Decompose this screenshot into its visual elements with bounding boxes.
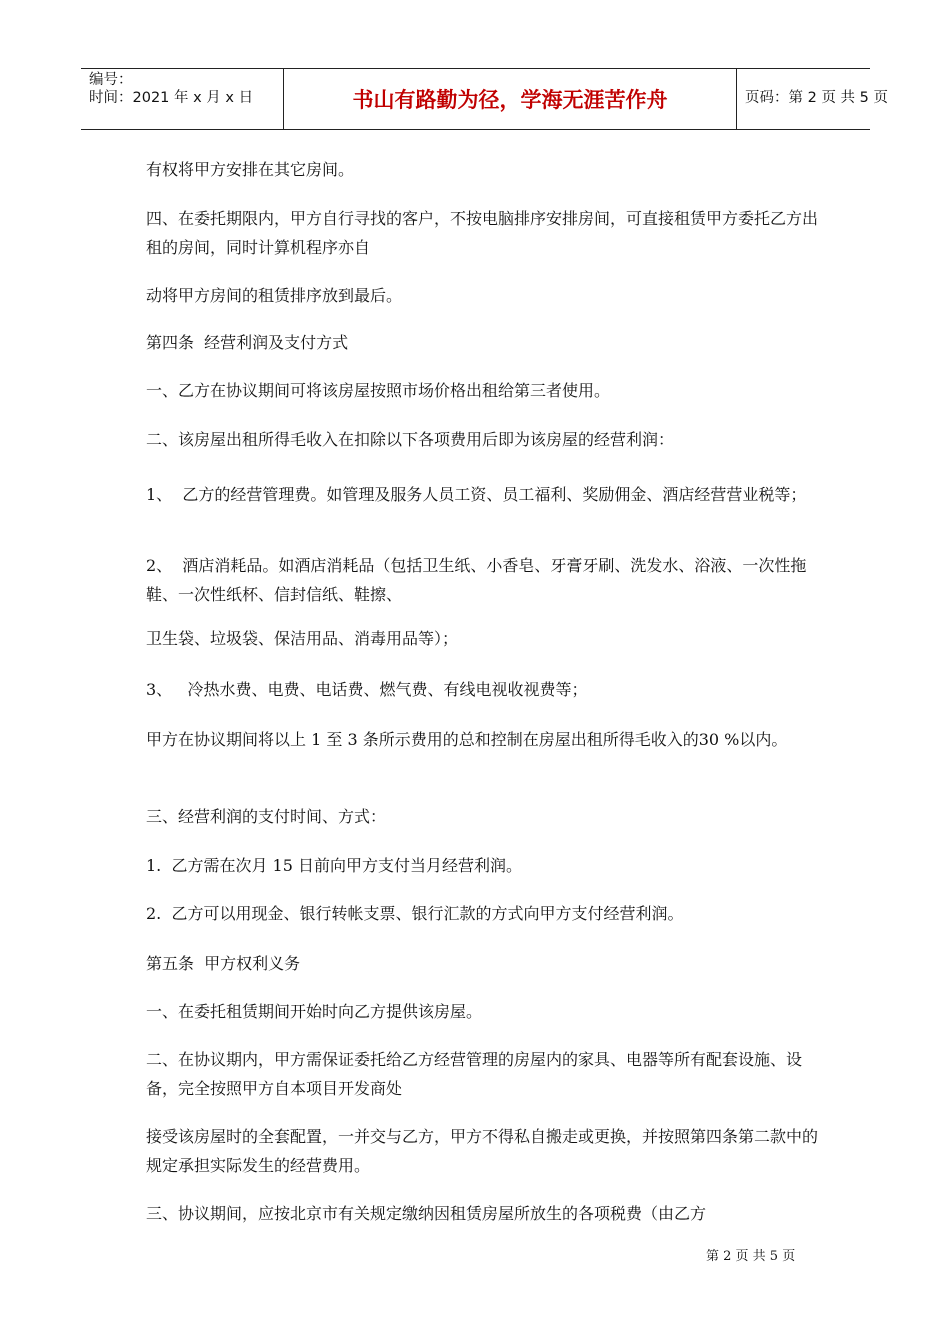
header-meta: [81, 69, 283, 129]
paragraph: 二、该房屋出租所得毛收入在扣除以下各项费用后即为该房屋的经营利润：: [146, 430, 675, 449]
list-item: 3、 冷热水费、电费、电话费、燃气费、有线电视收视费等；: [146, 680, 588, 699]
paragraph: 一、在委托租赁期间开始时向乙方提供该房屋。: [146, 1002, 483, 1021]
header-page-number: 页码：第 2 页 共 5 页: [745, 90, 888, 106]
list-item: 2. 乙方可以用现金、银行转帐支票、银行汇款的方式向甲方支付经营利润。: [146, 904, 684, 923]
paragraph: 一、乙方在协议期间可将该房屋按照市场价格出租给第三者使用。: [146, 381, 611, 400]
paragraph: 四、在委托期限内，甲方自行寻找的客户，不按电脑排序安排房间，可直接租赁甲方委托乙方出租的房间，同时计算机程序亦自: [146, 209, 819, 257]
paragraph: 二、在协议期内，甲方需保证委托给乙方经营管理的房屋内的家具、电器等所有配套设施、设备，完全按照甲方自本项目开发商处: [146, 1050, 803, 1098]
page-header: [81, 68, 888, 130]
paragraph: 接受该房屋时的全套配置，一并交与乙方，甲方不得私自搬走或更换，并按照第四条第二款中的规定承担实际发生的经营费用。: [146, 1127, 819, 1175]
paragraph: 三、经营利润的支付时间、方式：: [146, 807, 387, 826]
paragraph: 甲方在协议期间将以上 1 至 3 条所示费用的总和控制在房屋出租所得毛收入的30 %以内。: [146, 730, 788, 749]
page-footer: 第 2 页 共 5 页: [706, 1249, 796, 1264]
paragraph: 动将甲方房间的租赁排序放到最后。: [146, 286, 403, 305]
section-heading: 第五条 甲方权利义务: [146, 954, 301, 973]
list-item-continuation: 卫生袋、垃圾袋、保洁用品、消毒用品等）；: [146, 629, 459, 648]
document-number-label: 编号：: [89, 72, 133, 88]
paragraph: 有权将甲方安排在其它房间。: [146, 160, 355, 179]
paragraph: 三、协议期间，应按北京市有关规定缴纳因租赁房屋所放生的各项税费（由乙方: [146, 1204, 707, 1223]
header-motto: 书山有路勤为径，学海无涯苦作舟: [352, 88, 668, 112]
section-heading: 第四条 经营利润及支付方式: [146, 333, 349, 352]
document-date: 时间：2021 年 x 月 x 日: [89, 90, 254, 106]
header-page-cell: [736, 69, 888, 129]
header-motto-cell: [283, 69, 737, 129]
list-item: 1. 乙方需在次月 15 日前向甲方支付当月经营利润。: [146, 856, 522, 875]
list-item: 2、 酒店消耗品。如酒店消耗品（包括卫生纸、小香皂、牙膏牙刷、洗发水、浴液、一次性拖鞋、一次性纸杯、信封信纸、鞋擦、: [146, 556, 807, 604]
list-item: 1、 乙方的经营管理费。如管理及服务人员工资、员工福利、奖励佣金、酒店经营营业税等；: [146, 485, 807, 504]
